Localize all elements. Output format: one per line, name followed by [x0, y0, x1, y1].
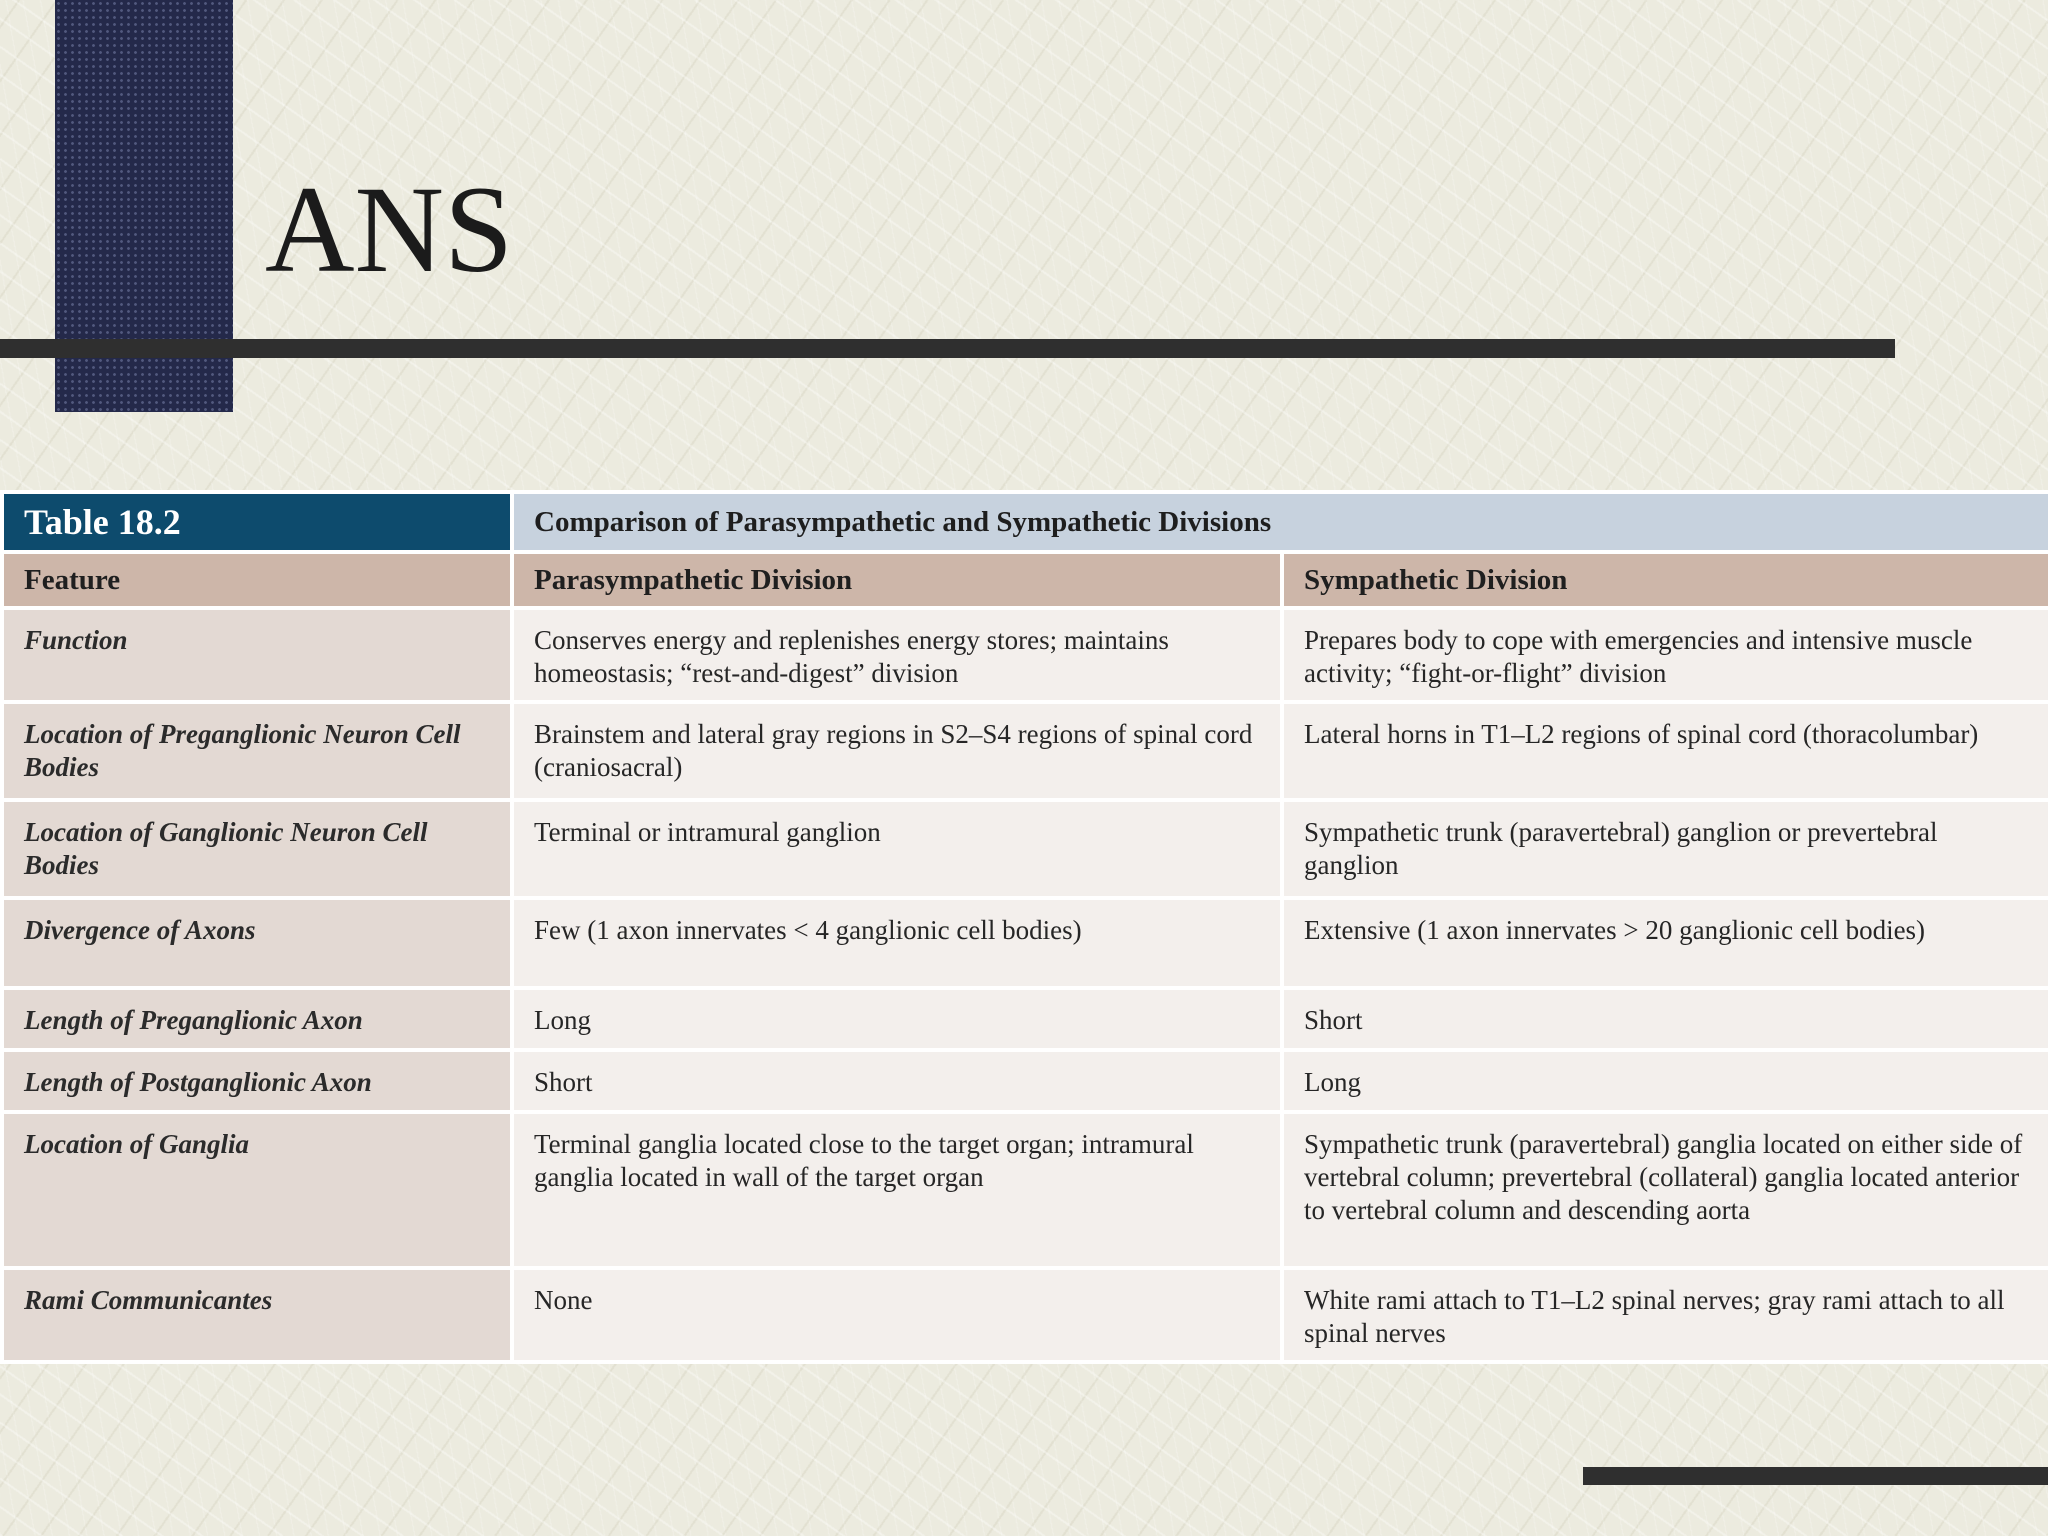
column-header-parasympathetic: Parasympathetic Division [512, 552, 1282, 608]
table-row [2, 1268, 2048, 1362]
table-label: Table 18.2 [2, 492, 512, 552]
parasympathetic-cell: Brainstem and lateral gray regions in S2–S4 regions of spinal cord (craniosacral) [512, 702, 1282, 800]
sympathetic-cell: Lateral horns in T1–L2 regions of spinal cord (thoracolumbar) [1282, 702, 2048, 800]
parasympathetic-cell: Few (1 axon innervates < 4 ganglionic cell bodies) [512, 898, 1282, 988]
parasympathetic-cell: None [512, 1268, 1282, 1362]
feature-cell: Rami Communicantes [2, 1268, 512, 1362]
table-row [2, 1112, 2048, 1268]
feature-cell: Length of Postganglionic Axon [2, 1050, 512, 1112]
sympathetic-cell: Extensive (1 axon innervates > 20 ganglionic cell bodies) [1282, 898, 2048, 988]
table-row [2, 898, 2048, 988]
sympathetic-cell: Short [1282, 988, 2048, 1050]
comparison-table [0, 490, 2048, 1364]
parasympathetic-cell: Conserves energy and replenishes energy stores; maintains homeostasis; “rest-and-digest” division [512, 608, 1282, 702]
table-row [2, 608, 2048, 702]
table-row [2, 988, 2048, 1050]
parasympathetic-cell: Long [512, 988, 1282, 1050]
comparison-table-container [0, 490, 2048, 1348]
sympathetic-cell: Sympathetic trunk (paravertebral) ganglia located on either side of vertebral column; prevertebral (collateral) ganglia located anterior to vertebral column and descending aorta [1282, 1112, 2048, 1268]
table-caption: Comparison of Parasympathetic and Sympathetic Divisions [512, 492, 2048, 552]
sympathetic-cell: Sympathetic trunk (paravertebral) ganglion or prevertebral ganglion [1282, 800, 2048, 898]
slide-title: ANS [265, 161, 514, 298]
table-row [2, 1050, 2048, 1112]
table-title-row [2, 492, 2048, 552]
feature-cell: Length of Preganglionic Axon [2, 988, 512, 1050]
sympathetic-cell: Long [1282, 1050, 2048, 1112]
table-row [2, 800, 2048, 898]
feature-cell: Location of Ganglionic Neuron Cell Bodies [2, 800, 512, 898]
footer-divider [1583, 1467, 2048, 1485]
sympathetic-cell: Prepares body to cope with emergencies and intensive muscle activity; “fight-or-flight” division [1282, 608, 2048, 702]
sympathetic-cell: White rami attach to T1–L2 spinal nerves; gray rami attach to all spinal nerves [1282, 1268, 2048, 1362]
column-header-row [2, 552, 2048, 608]
parasympathetic-cell: Terminal or intramural ganglion [512, 800, 1282, 898]
parasympathetic-cell: Terminal ganglia located close to the target organ; intramural ganglia located in wall of the target organ [512, 1112, 1282, 1268]
title-divider [0, 339, 1895, 358]
feature-cell: Divergence of Axons [2, 898, 512, 988]
column-header-sympathetic: Sympathetic Division [1282, 552, 2048, 608]
parasympathetic-cell: Short [512, 1050, 1282, 1112]
column-header-feature: Feature [2, 552, 512, 608]
table-row [2, 702, 2048, 800]
feature-cell: Function [2, 608, 512, 702]
feature-cell: Location of Preganglionic Neuron Cell Bodies [2, 702, 512, 800]
feature-cell: Location of Ganglia [2, 1112, 512, 1268]
